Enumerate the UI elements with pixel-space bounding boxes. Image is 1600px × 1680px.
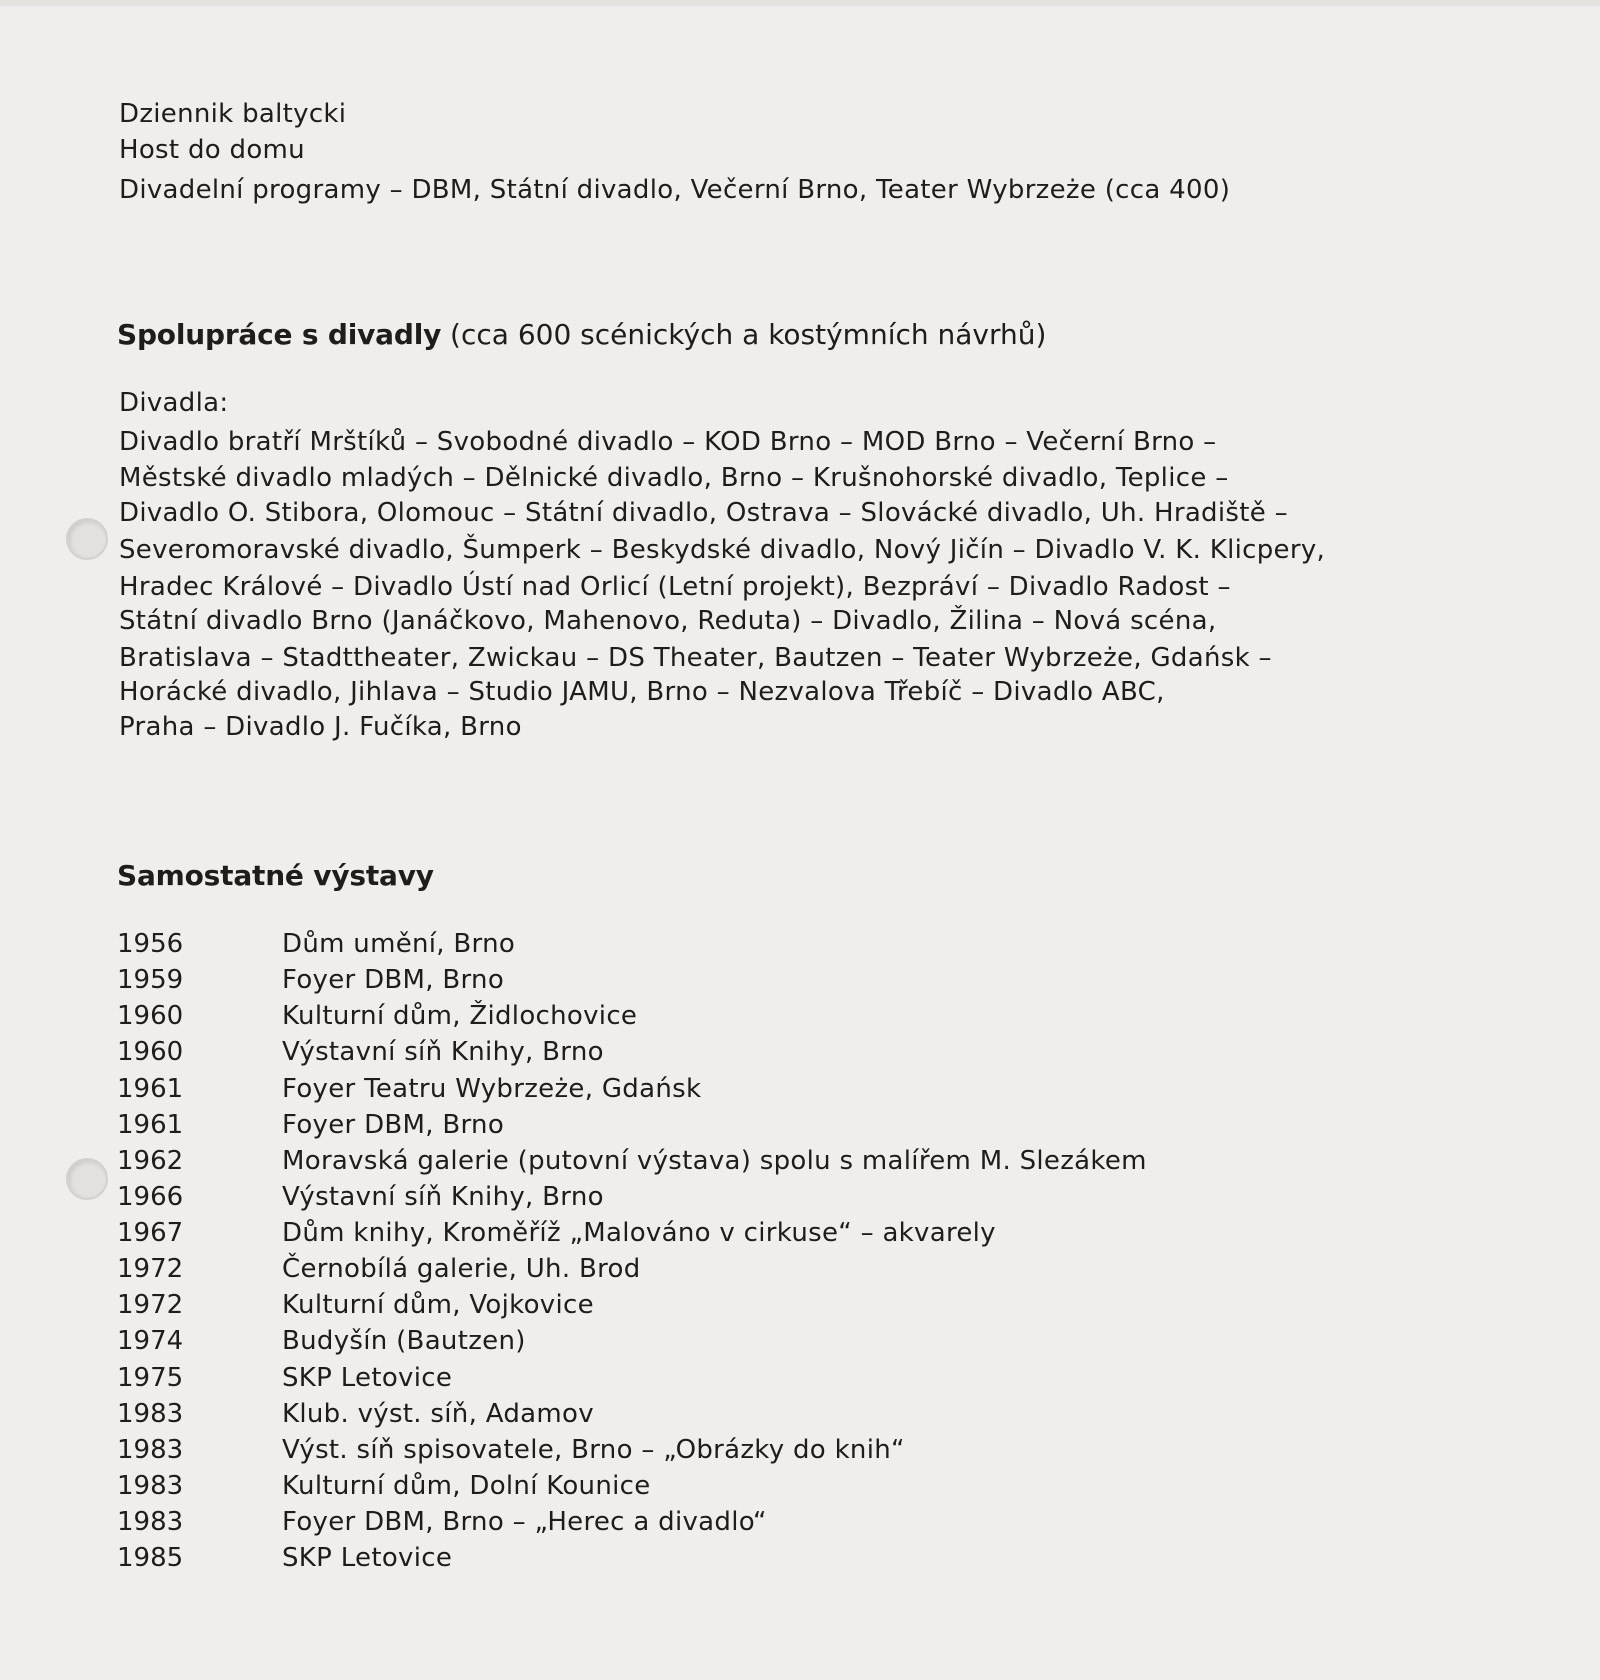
exhibition-year: 1961	[117, 1074, 184, 1104]
exhibition-year: 1966	[117, 1182, 184, 1212]
exhibitions-section-heading	[117, 858, 434, 894]
exhibition-row	[117, 998, 1217, 1034]
exhibition-place: SKP Letovice	[282, 1363, 453, 1393]
exhibition-place: Klub. výst. síň, Adamov	[282, 1399, 594, 1429]
exhibition-row	[117, 1215, 1217, 1251]
exhibition-row	[117, 1432, 1217, 1468]
exhibition-place: Foyer DBM, Brno	[282, 965, 505, 995]
exhibition-row	[117, 1540, 1217, 1576]
theatre-heading-rest: (cca 600 scénických a kostýmních návrhů)	[441, 318, 1047, 351]
exhibition-row	[117, 1034, 1217, 1070]
exhibition-place: Foyer DBM, Brno	[282, 1110, 505, 1140]
exhibition-year: 1983	[117, 1507, 184, 1537]
theatre-line: Hradec Králové – Divadlo Ústí nad Orlicí (Letní projekt), Bezpráví – Divadlo Radost –	[119, 572, 1231, 602]
exhibitions-heading-text: Samostatné výstavy	[117, 859, 434, 892]
exhibition-year: 1956	[117, 929, 184, 959]
exhibition-year: 1967	[117, 1218, 184, 1248]
exhibition-row	[117, 1107, 1217, 1143]
exhibition-place: Dům umění, Brno	[282, 929, 516, 959]
exhibition-row	[117, 1360, 1217, 1396]
exhibition-year: 1975	[117, 1363, 184, 1393]
theatre-list-label: Divadla:	[119, 388, 229, 418]
exhibition-place: SKP Letovice	[282, 1543, 453, 1573]
exhibition-place: Výstavní síň Knihy, Brno	[282, 1182, 604, 1212]
exhibition-place: Foyer DBM, Brno – „Herec a divadlo“	[282, 1507, 767, 1537]
exhibition-row	[117, 962, 1217, 998]
exhibition-row	[117, 1071, 1217, 1107]
exhibition-place: Kulturní dům, Židlochovice	[282, 1001, 638, 1031]
exhibition-place: Moravská galerie (putovní výstava) spolu s malířem M. Slezákem	[282, 1146, 1147, 1176]
exhibition-place: Budyšín (Bautzen)	[282, 1326, 526, 1356]
exhibition-place: Kulturní dům, Dolní Kounice	[282, 1471, 651, 1501]
exhibition-place: Kulturní dům, Vojkovice	[282, 1290, 594, 1320]
theatre-line: Horácké divadlo, Jihlava – Studio JAMU, Brno – Nezvalova Třebíč – Divadlo ABC,	[119, 677, 1165, 707]
exhibition-year: 1983	[117, 1471, 184, 1501]
exhibition-year: 1962	[117, 1146, 184, 1176]
exhibition-year: 1960	[117, 1001, 184, 1031]
publication-line: Host do domu	[119, 135, 305, 165]
exhibition-place: Dům knihy, Kroměříž „Malováno v cirkuse“ – akvarely	[282, 1218, 996, 1248]
theatre-line: Divadlo O. Stibora, Olomouc – Státní divadlo, Ostrava – Slovácké divadlo, Uh. Hradiště –	[119, 498, 1288, 528]
theatre-line: Státní divadlo Brno (Janáčkovo, Mahenovo, Reduta) – Divadlo, Žilina – Nová scéna,	[119, 606, 1217, 636]
exhibition-row	[117, 1179, 1217, 1215]
page-top-edge	[0, 0, 1600, 6]
exhibition-place: Černobílá galerie, Uh. Brod	[282, 1254, 641, 1284]
exhibition-row	[117, 1504, 1217, 1540]
exhibition-year: 1983	[117, 1435, 184, 1465]
exhibition-row	[117, 1143, 1217, 1179]
exhibition-row	[117, 1323, 1217, 1359]
theatre-section-heading	[117, 317, 1046, 353]
exhibition-year: 1959	[117, 965, 184, 995]
exhibition-year: 1985	[117, 1543, 184, 1573]
exhibition-place: Foyer Teatru Wybrzeże, Gdańsk	[282, 1074, 702, 1104]
exhibition-row	[117, 1468, 1217, 1504]
theatre-line: Divadlo bratří Mrštíků – Svobodné divadlo – KOD Brno – MOD Brno – Večerní Brno –	[119, 427, 1217, 457]
exhibition-place: Výst. síň spisovatele, Brno – „Obrázky do knih“	[282, 1435, 905, 1465]
theatre-heading-bold: Spolupráce s divadly	[117, 318, 442, 351]
exhibition-place: Výstavní síň Knihy, Brno	[282, 1037, 604, 1067]
theatre-line: Severomoravské divadlo, Šumperk – Beskydské divadlo, Nový Jičín – Divadlo V. K. Klicpery,	[119, 535, 1326, 565]
theatre-line: Bratislava – Stadttheater, Zwickau – DS Theater, Bautzen – Teater Wybrzeże, Gdańsk –	[119, 643, 1272, 673]
exhibition-year: 1972	[117, 1254, 184, 1284]
punch-hole-lower	[66, 1158, 108, 1200]
exhibition-row	[117, 1251, 1217, 1287]
theatre-line: Městské divadlo mladých – Dělnické divadlo, Brno – Krušnohorské divadlo, Teplice –	[119, 463, 1229, 493]
publication-line: Dziennik baltycki	[119, 99, 347, 129]
exhibition-year: 1974	[117, 1326, 184, 1356]
exhibition-year: 1961	[117, 1110, 184, 1140]
publication-line: Divadelní programy – DBM, Státní divadlo, Večerní Brno, Teater Wybrzeże (cca 400)	[119, 175, 1231, 205]
theatre-line: Praha – Divadlo J. Fučíka, Brno	[119, 712, 522, 742]
exhibition-row	[117, 926, 1217, 962]
exhibition-year: 1972	[117, 1290, 184, 1320]
punch-hole-upper	[66, 518, 108, 560]
exhibition-year: 1960	[117, 1037, 184, 1067]
exhibition-year: 1983	[117, 1399, 184, 1429]
exhibition-row	[117, 1287, 1217, 1323]
exhibition-row	[117, 1396, 1217, 1432]
